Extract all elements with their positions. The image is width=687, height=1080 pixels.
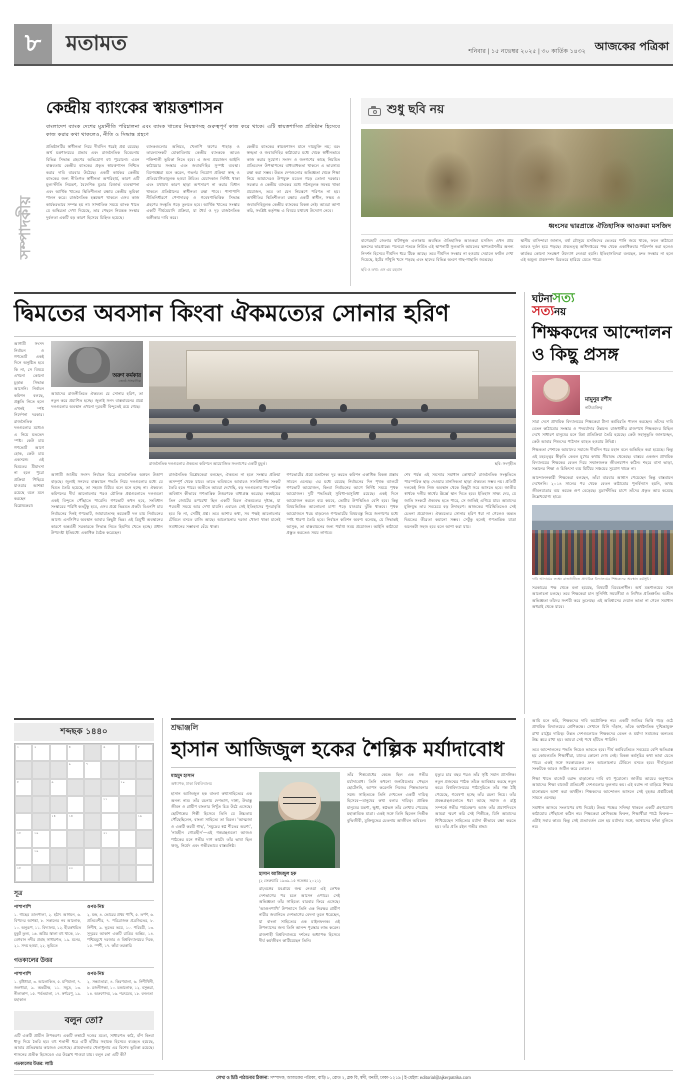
crossword-cell-number: ১৯ [34,848,39,853]
tribute-byline: মাহমুদ হাসান [171,773,195,779]
photo-feature-image [361,129,673,217]
crossword-cell-number: ১৮ [17,865,22,870]
main-zone [14,292,673,714]
footer-address: সম্পাদক, আজকের পত্রিকা, বাড়ি ৮, রোড ২, ব্লক বি, স্বদী, বনশ্রী, ঢাকা-১২১৯ | ই-মেইল: editorial@ajkerpatrika.com [270,1075,471,1080]
editorial-headline: কেন্দ্রীয় ব্যাংকের স্বায়ত্তশাসন [46,98,223,117]
tribute-byrole: অধ্যাপক, ঢাকা বিশ্ববিদ্যালয় [171,782,212,787]
editorial-columns [46,144,340,222]
opinion-rail-kicker [532,292,673,318]
crossword-cell[interactable] [15,848,32,865]
crossword-cell[interactable] [67,865,84,882]
crossword-cell[interactable] [84,813,101,830]
crossword-cell[interactable] [119,848,136,865]
kicker-plain-2: নয় [554,307,566,318]
crossword-cell[interactable] [136,744,153,761]
crossword-cell[interactable] [67,796,84,813]
crossword-cell[interactable] [136,761,153,778]
photo-feature [361,98,673,286]
crossword-cell[interactable] [84,744,101,761]
main-sidenote: আগামী সংসদ নির্বাচন ও গণভোট একই দিনে অনুষ্ঠিত হবে কি না, সে বিষয়ে এখনো কোনো চূড়ান্ত সিদ্ধান্ত আসেনি। নির্বাচন কমিশন বলছে, প্রস্তুতি নিতে হলে এখনই স্পষ্ট নির্দেশনা দরকার। রাজনৈতিক দলগুলোর মধ্যেও এ নিয়ে মতভেদ স্পষ্ট। কেউ চায় গণভোট আগে হোক, কেউ চায় একসঙ্গে। এই দ্বিমতের মীমাংসা না হলে পুরো প্রক্রিয়া পিছিয়ে যাওয়ার আশঙ্কা রয়েছে বলে মনে করছেন বিশ্লেষকেরা। [14,341,44,508]
crossword-cell[interactable] [119,796,136,813]
tribute-article [162,718,516,1060]
crossword-cell[interactable] [15,830,32,847]
crossword-cell[interactable] [67,744,84,761]
crossword-cell-number: ১৪ [51,814,56,818]
main-col-1: আগামী জাতীয় সংসদ নির্বাচন ঘিরে রাজনৈতিক অঙ্গনে উত্তাপ বাড়ছে। জুলাই সনদের বাস্তবায়ন পদ্ধতি নিয়ে দলগুলোর মধ্যে যে দ্বিমত তৈরি হয়েছে, তা সহজে মিটবে বলে মনে হচ্ছে না। ঐকমত্য কমিশনের দীর্ঘ আলোচনার পরও মৌলিক প্রশ্নগুলোতে দলগুলো একই বিন্দুতে পৌঁছাতে পারেনি। গণভোট কখন হবে, সংবিধান সংস্কারের পরিধি কতটুকু হবে, এসব প্রশ্নে ভিন্নমত প্রকট। বিএনপি চায় নির্বাচনের দিনই গণভোট, জামায়াতসহ কয়েকটি দল চায় নির্বাচনের আগে। এনসিপির অবস্থান আবার কিছুটা ভিন্ন। এই ত্রিমুখী অবস্থানের কারণে অন্তর্বর্তী সরকারকে সিদ্ধান্ত নিতে হিমশিম খেতে হচ্ছে। প্রধান উপদেষ্টা ইতিমধ্যে একাধিক বৈঠক করেছেন। [51,472,163,536]
vertical-section-tab [14,152,40,302]
kicker-accent-red: সত্য [532,304,555,319]
tribute-photo-caption-dates: (২ ফেব্রুয়ারি ১৯৩৯-১৫ নভেম্বর ২০২১) [259,877,321,883]
crossword-cell[interactable] [32,830,49,847]
crossword-prev-answer-heading: গতকালের উত্তর [14,955,154,968]
main-article-columns [14,341,516,537]
crossword-cell-number: ৯ [51,779,54,784]
crossword-down-clues: ২. মন্দ্র, ৪. ভোরের প্রথম পাখি, ৫. তর্পণ, ৬. প্রতিবেশীর, ৭. পরিব্রাজক প্রব্রজিতের, ৮. নিশীথ, ৯. ভূতের ভয়ে, ১০. পরিচয়ী, ১৩. সুদূরের আকাশ একটি রাত্রির অন্তিম, ১৪. পশ্চিমমুখে দরজার ও বিশ্ববিদ্যালয়ের দিকে, ১৫. স্পর্শী, ১৭. কাঁচা তরকারি [87,912,154,949]
crossword-across-label: পাশাপাশি [14,904,31,909]
crossword-cell[interactable] [15,813,32,830]
tribute-col-2: রাঢ়বঙ্গের যবগ্রামে জন্ম নেওয়া এই লেখক দেশভাগের পর চলে আসেন এপারে। সেই অভিজ্ঞতা তাঁর সাহিত্যে বারবার ফিরে এসেছে। 'আগুনপাখি' উপন্যাসে তিনি এক নিরক্ষর গ্রামীণ নারীর জবানিতে দেশভাগের বেদনা তুলে ধরেছেন, যা বাংলা সাহিত্যের এক মাইলফলক। এই উপন্যাসের জন্য তিনি আনন্দ পুরস্কার লাভ করেন। রাজশাহী বিশ্ববিদ্যালয়ে দর্শনের অধ্যাপক হিসেবে দীর্ঘ কর্মজীবন কাটিয়েছেন তিনি। [259,886,340,944]
main-author-name: অরুণ কর্মকার [112,372,141,379]
crossword-cell-number: ৮ [137,745,140,749]
crossword-cell[interactable] [101,779,118,796]
crossword-cell[interactable] [136,865,153,882]
main-author-blurb: আমাদের রাজনীতিতে ঐকমত্য যে সোনার হরিণ, তা নতুন করে প্রমাণিত হচ্ছে। জুলাই সনদ বাস্তবায়নের প্রশ্নে দলগুলোর অবস্থান এখনো দূরবর্তী বিন্দুতেই রয়ে গেছে। [51,391,143,409]
crossword-prev-across-label: পাশাপাশি [14,970,31,976]
crossword-cell[interactable] [101,796,118,813]
crossword-cell[interactable] [15,761,32,778]
kicker-plain-1: ঘটনা [532,294,553,305]
crossword-cell[interactable] [32,848,49,865]
crossword-cell[interactable] [119,779,136,796]
opinion-para-2: শিক্ষকতা পেশাকে আমাদের সমাজে দীর্ঘদিন ধরে মহান বলে অভিহিত করা হয়েছে। কিন্তু এই মহত্ত্বের স্বীকৃতি কেবল মুখের কথায় সীমাবদ্ধ থেকেছে। বাস্তবে একজন প্রাথমিক বিদ্যালয়ের শিক্ষকের বেতন দিয়ে সম্মানজনক জীবনযাপন কঠিন। শহরে বাসা ভাড়া, সন্তানের শিক্ষা ও চিকিৎসা ব্যয় মিটিয়ে সঞ্চয়ের সুযোগ থাকে না। [532,447,673,472]
editorial-article [46,98,340,286]
crossword-cell[interactable] [32,761,49,778]
tribute-photo [259,772,340,868]
crossword-cell-number: ৯ [68,762,71,767]
masthead-meta [468,24,673,64]
main-article-text-columns [51,472,516,537]
crossword-cell[interactable] [32,865,49,882]
crossword-grid[interactable] [14,743,154,883]
crossword-cell[interactable] [50,865,67,882]
crossword-prev-down-label: ওপর-নিচ [87,970,105,976]
opinion-rail-continued [524,718,673,1060]
crossword-cell[interactable] [67,813,84,830]
footer-label: লেখা ও চিঠি পাঠানোর ঠিকানা: [216,1075,269,1080]
crossword-cell[interactable] [67,830,84,847]
crossword-prev-down: ২. সন্ধ্যাতারা, ৪. কিরণমালা, ৬. নিশীথিনী, ৮. রজনীগন্ধা, ১০. চন্দ্রালোক, ১২. বসুন্ধরা, ১৪. অরুণোদয়, ১৬. শরৎমেঘ, ১৮. বনলতা [87,978,154,996]
opinion-author-photo [532,375,580,415]
crossword-cell[interactable] [50,779,67,796]
kicker-accent-green: সত্য [552,291,575,306]
page-footer [14,1070,673,1080]
tribute-col-3: তাঁর শিল্পবোধের কেন্দ্রে ছিল এক গভীর মর্যাদাবোধ। তিনি কখনো জনপ্রিয়তার পেছনে ছোটেননি, আপস করেননি নিজের শিল্পভাবনার সঙ্গে। সাহিত্যকে তিনি দেখতেন একটি দায়িত্ব হিসেবে—মানুষের কথা বলার দায়িত্ব। প্রান্তিক মানুষের যন্ত্রণা, ক্ষুধা, স্বপ্নভঙ্গ তাঁর লেখায় পেয়েছে মহাকাব্যিক মাত্রা। একই সঙ্গে তিনি ছিলেন নির্ভীক বুদ্ধিজীবী, মুক্তিযুদ্ধের চেতনায় আজীবন অবিচল। [347,772,428,823]
crossword-cell[interactable] [67,848,84,865]
masthead [14,24,673,66]
main-col-2: রাজনৈতিক বিশ্লেষকেরা বলছেন, ঐকমত্য না হলে সংস্কার প্রক্রিয়া অসম্পূর্ণ থেকে যাবে। তাতে ভবিষ্যতে আবারও সাংবিধানিক সংকট তৈরি হতে পারে। অতীতে আমরা দেখেছি, বড় দলগুলোর পারস্পরিক অবিশ্বাস কীভাবে গণতান্ত্রিক উত্তরণকে বাধাগ্রস্ত করেছে। নব্বইয়ের তিন জোটের রূপরেখা ছিল একটি বিরল ঐকমত্যের দৃষ্টান্ত, যা পরবর্তী সময়ে আর দেখা যায়নি। এবারও সেই ইতিহাসের পুনরাবৃত্তি হবে কি না, সেটিই প্রশ্ন। তবে আশার কথা, সব পক্ষই আলোচনার টেবিলে বসতে রাজি আছে। আলোচনার দরজা খোলা থাকা মানেই সমাধানের সম্ভাবনা বেঁচে থাকা। [168,472,281,529]
opinion-para-1: সারা দেশে প্রাথমিক বিদ্যালয়ের শিক্ষকেরা টানা কর্মবিরতি পালন করছেন। তাঁদের দাবি বেতন কাঠামোর সংস্কার ও পদমর্যাদার উন্নয়ন। রাজধানীর রাজপথে শিক্ষকদের মিছিল দেখে সাধারণ মানুষের মনে মিশ্র প্রতিক্রিয়া তৈরি হয়েছে। কেউ সহানুভূতি জানাচ্ছেন, কেউ আবার শিশুদের পাঠদান ব্যাহত হওয়ায় উদ্বিগ্ন। [532,419,673,444]
riddle-answer-label: গতকালের উত্তর: [14,1061,44,1067]
crossword-title: শব্দছক ১৪৪০ [14,723,154,741]
crossword-across-clues: ১. গাছের ডালপালা, ২. হঠাৎ আগমন, ৬. বিপদের আশঙ্কা, ৮. সকালের নব আলোক, ১০. অনুরূপ, ১১. বিদ্যালয়, ১২. হীরকখচিত মুকুট তুল্য, ১৬. অগ্নির জ্বালা বহু থাকে, ১৮. বেগবান নদীর প্রবাহ সাধারণত, ১৯. মনের, ২১. সদয় হওয়া, ২২. ভূমিতে [14,912,81,949]
paper-logo: আজকের পত্রিকা [594,40,669,53]
crossword-cell[interactable] [101,830,118,847]
main-sidenote-column [14,341,44,537]
crossword-cell[interactable] [15,796,32,813]
riddle-title: বলুন তো? [14,1011,154,1030]
tribute-col-4: মৃত্যুর চার বছর পরও তাঁর সৃষ্টি সমান প্রাসঙ্গিক। নতুন প্রজন্মের পাঠক তাঁকে আবিষ্কার করছে নতুন করে। বিশ্ববিদ্যালয়ের পাঠ্যসূচিতে তাঁর গল্প ঠাঁই পেয়েছে, গবেষণা হচ্ছে তাঁর রচনা নিয়ে। তাঁর প্রবন্ধগ্রন্থগুলোতে ধরা আছে সমাজ ও রাষ্ট্র সম্পর্কে গভীর পর্যবেক্ষণ। আজ তাঁর প্রয়াণদিবসে আমরা স্মরণ করি সেই শিল্পীকে, যিনি আমাদের শিখিয়েছেন সাহিত্যের মর্যাদা কীভাবে রক্ষা করতে হয়। তাঁর প্রতি রইল গভীর শ্রদ্ধা। [435,772,516,830]
photo-feature-header [361,98,673,124]
opinion-para-3: আন্দোলনকারী শিক্ষকেরা বলছেন, তাঁরা বারবার আশ্বাস পেয়েছেন কিন্তু বাস্তবায়ন দেখেননি। ২০১৪ সালের পর থেকে বেতন কাঠামোর পুনর্বিন্যাস হয়নি, অথচ জীবনযাত্রার ব্যয় কয়েক গুণ বেড়েছে। মুদ্রাস্ফীতির চাপে তাঁদের প্রকৃত আয় কমেছে উল্লেখযোগ্য হারে। [532,474,673,500]
publication-date: শনিবার | ১৫ নভেম্বর ২০২৫ | ৩০ কার্তিক ১৪৩২ [468,49,586,55]
editorial-col-2: ব্যাংকগুলোর অনিয়ম, খেলাপি ঋণের পাহাড় ও তারল্যসংকট মোকাবিলায় কেন্দ্রীয় ব্যাংককে আরও শক্তিশালী ভূমিকা নিতে হবে। এ জন্য প্রয়োজন আইনি কাঠামোর সংস্কার এবং জবাবদিহির সুস্পষ্ট ব্যবস্থা। বিশেষজ্ঞরা মনে করেন, গভর্নর নিয়োগ প্রক্রিয়া স্বচ্ছ ও প্রতিযোগিতামূলক হওয়া উচিত। মেয়াদকাল নির্দিষ্ট থাকা এবং যথাযথ কারণ ছাড়া অপসারণ না করার বিধান থাকলে প্রতিষ্ঠানের স্বাধীনতা রক্ষা পাবে। পাশাপাশি নীতিনির্ধারণে পেশাদারত্ব ও গবেষণাভিত্তিক সিদ্ধান্ত গ্রহণের সংস্কৃতি গড়ে তুলতে হবে। আর্থিক খাতের সংস্কার একটি দীর্ঘমেয়াদি প্রক্রিয়া, যা ধৈর্য ও দৃঢ় রাজনৈতিক অঙ্গীকার দাবি করে। [146,143,240,220]
crossword-cell-number: ৪ [68,745,71,749]
main-article [14,292,516,714]
crossword-cell[interactable] [119,830,136,847]
crossword-cell[interactable] [136,779,153,796]
opinion-para-5: আমি মনে করি, শিক্ষকদের দাবি অযৌক্তিক নয়। একটি জাতির ভিত্তি গড়ে ওঠে প্রাথমিক বিদ্যালয়ের শ্রেণিকক্ষে। সেখানে যিনি দাঁড়ান, তাঁকে অর্থনৈতিক দুশ্চিন্তামুক্ত রাখা রাষ্ট্রের দায়িত্ব। উন্নত দেশগুলোতে শিক্ষকদের বেতন ও মর্যাদা সমাজের অন্যতম উচ্চ স্তরে রাখা হয়। আমরা সেই পথে হাঁটতে পারিনি। [532,718,673,743]
riddle-text: এটি একটি প্রাচীন উপকরণ। একটি লম্বাটে দণ্ডের মতো, সাধারণত কাঠ, বাঁশ কিংবা ধাতু দিয়ে তৈরি হয়। বহু শতাব্দী ধরে এটি হাঁটার সহায়ক হিসেবে ব্যবহৃত হয়েছে, আবার প্রতিরক্ষার কাজেও লেগেছে। গ্রামবাংলার খেলাধুলায় এর বিশেষ ভূমিকা রয়েছে। শাসনের প্রতীক হিসেবেও এর উল্লেখ পাওয়া যায়। বলুন তো এটি কী? [14,1032,154,1057]
tribute-headline: হাসান আজিজুল হকের শৈল্পিক মর্যাদাবোধ [171,737,505,761]
crossword-cell[interactable] [101,744,118,761]
opinion-author-role: নাট্যব্যক্তিত্ব [585,406,603,411]
main-article-figure [149,341,516,459]
main-author-role: জ্যেষ্ঠ সাংবাদিক [118,378,141,383]
top-zone [46,98,673,286]
crossword-cell[interactable] [15,744,32,761]
vertical-section-label: সম্পাদকীয় [16,195,35,259]
main-col-3: গণভোটের প্রশ্নে মতানৈক্য দূর করতে কমিশন একাধিক বিকল্প প্রস্তাব সামনে এনেছে। এর মধ্যে রয়েছে নির্বাচনের দিন পৃথক ব্যালটে গণভোট আয়োজন, কিংবা নির্বাচনের আগে নির্দিষ্ট সময়ে পৃথক আয়োজন। দুটি পদ্ধতিরই সুবিধা-অসুবিধা রয়েছে। একই দিনে আয়োজন করলে ব্যয় কমবে, ভোটার উপস্থিতিও বেশি হবে। কিন্তু বিষয়ভিত্তিক আলোচনা চাপা পড়ে যাওয়ার ঝুঁকি থাকবে। পৃথক আয়োজনে খরচ বাড়লেও গণভোটের বিষয়বস্তু নিয়ে জনগণের মধ্যে স্পষ্ট ধারণা তৈরি হবে। নির্বাচন কমিশন অবশ্য বলেছে, যে সিদ্ধান্তই আসুক, তা বাস্তবায়নের জন্য পর্যাপ্ত সময় প্রয়োজন। আইনি কাঠামো প্রস্তুত করতেও সময় লাগবে। [286,472,399,536]
crossword-cell-number: ৮ [17,779,20,784]
crossword-prev-answer-columns [14,970,154,1004]
crossword-cell[interactable] [84,830,101,847]
photo-feature-columns [361,238,673,264]
tribute-kicker: শ্রদ্ধাঞ্জলি [171,723,199,732]
crossword-cell[interactable] [101,813,118,830]
section-title: মতামত [66,30,127,55]
crossword-cell-number: ৬ [103,745,106,749]
main-col-4: শেষ পর্যন্ত এই সমস্যার সমাধান কোথায়? রাজনৈতিক সংস্কৃতিতে পারস্পরিক ছাড় দেওয়ার মানসিকতা ছাড়া ঐকমত্য সম্ভব নয়। প্রতিটি দলকেই নিজ নিজ অবস্থান থেকে কিছুটা সরে আসতে হবে। জাতীয় স্বার্থকে দলীয় স্বার্থের ঊর্ধ্বে স্থান দিতে হবে। ইতিহাস সাক্ষ্য দেয়, যে জাতি সংকটে ঐক্যবদ্ধ হতে পারে, সে জাতিই এগিয়ে যায়। আমাদের মুক্তিযুদ্ধ তার সবচেয়ে বড় উদাহরণ। আজকের পরিস্থিতিতেও সেই চেতনা প্রয়োজন। ঐকমত্যের সোনার হরিণ ধরা না গেলেও অন্তত দ্বিমতের তীব্রতা কমানো সম্ভব। সেটুকু হলেই গণতান্ত্রিক যাত্রা অনেকটা সহজ হবে বলে আশা করা যায়। [404,472,516,529]
crossword-cell-number: ১১ [103,796,108,801]
crossword-cell[interactable] [32,796,49,813]
tribute-figure [259,772,340,944]
main-article-body [51,341,516,537]
crossword-prev-across: ১. বৃষ্টিধারা, ৩. আলোকিত, ৫. মণিমালা, ৭. জলধারা, ৯. অন্তরীক্ষ, ১১. সমুদ্র, ১৩. নীলাকাশ, ১৫. পর্বতমালা, ১৭. স্বর্ণরেণু, ১৯. মহাকাল [14,978,81,1003]
crossword-puzzle [14,718,154,1067]
camera-icon [368,106,381,116]
crossword-cell[interactable] [84,796,101,813]
crossword-cell[interactable] [32,779,49,796]
crossword-cell[interactable] [101,848,118,865]
crossword-cell[interactable] [67,761,84,778]
bottom-zone [14,718,673,1067]
crossword-cell[interactable] [32,813,49,830]
tribute-photo-caption [259,871,340,883]
crossword-cell[interactable] [15,865,32,882]
opinion-rail [524,292,673,714]
crossword-cell[interactable] [119,761,136,778]
crossword-clue-heading: সূত্র [14,888,154,901]
crossword-cell-number: ৭ [86,762,89,767]
photo-feature-caption: ধ্বংসের দ্বারপ্রান্তে ঐতিহাসিক আওকরা মসজিদ [548,222,671,230]
tribute-col-1: হাসান আজিজুল হক বাংলা কথাসাহিত্যের এক অনন্য নাম। তাঁর রচনায় দেশভাগ, দাঙ্গা, উদ্বাস্তু জীবন ও গ্রামীণ বাংলার নিখুঁত চিত্র উঠে এসেছে। ছোটগল্পের শিল্পী হিসেবে তিনি যে উচ্চতায় পৌঁছেছিলেন, বাংলা সাহিত্যে তা বিরল। 'আত্মজা ও একটি করবী গাছ', 'সমুদ্রের স্বপ্ন শীতের অরণ্য', 'নামহীন গোত্রহীন'—এই গল্পগ্রন্থগুলো আজও পাঠকের মনে গভীর দাগ কাটে। তাঁর ভাষা ছিল ঋজু, নির্মেদ এবং গভীরভাবে বাস্তবনিষ্ঠ। [171,791,252,849]
crossword-cell-number: ২২ [68,865,73,870]
crossword-cell[interactable] [50,796,67,813]
crossword-cell-number: ২ [34,745,37,749]
main-figure-caption-row [149,459,516,468]
crossword-cell[interactable] [136,813,153,830]
page-number: ৮ [14,24,52,64]
crossword-down-label: ওপর-নিচ [87,904,105,909]
opinion-photo-caption: দাবি আদায়ের লক্ষ্যে রাজধানীতে প্রাথমিক বিদ্যালয়ের শিক্ষকদের অবস্থান কর্মসূচি। [532,576,651,581]
crossword-cell-number: ২১ [103,831,108,836]
crossword-cell[interactable] [15,779,32,796]
riddle-answer-row [14,1061,154,1068]
crossword-cell[interactable] [84,761,101,778]
footer-text [14,1075,673,1080]
crossword-cell[interactable] [50,761,67,778]
crossword-cell[interactable] [32,744,49,761]
opinion-para-6: তবে আন্দোলনের পদ্ধতি নিয়েও ভাবতে হবে। দীর্ঘ কর্মবিরতিতে সবচেয়ে বেশি ক্ষতিগ্রস্ত হয় কোমলমতি শিক্ষার্থীরা, যাদের কোনো দোষ নেই। বিকল্প কর্মসূচির কথা ভাবা যেতে পারে। একই সঙ্গে সরকারকেও দ্রুত আলোচনার টেবিলে বসতে হবে। দীর্ঘসূত্রতা সংকটকে আরও জটিল করে তোলে। [532,746,673,772]
main-author-photo [51,341,143,387]
main-figure-caption: রাজনৈতিক দলগুলোর ঐকমত্য কমিশনে আয়োজিত সংলাপের একটি মুহূর্ত। [149,461,267,467]
crossword-cell[interactable] [119,813,136,830]
crossword-cell[interactable] [50,830,67,847]
opinion-headline: শিক্ষকদের আন্দোলন ও কিছু প্রসঙ্গ [532,323,672,366]
crossword-cell-number: ১৮ [17,831,22,836]
crossword-cell[interactable] [136,830,153,847]
editorial-col-1: প্রতিষ্ঠানটির স্বাধীনতা নিয়ে দীর্ঘদিন ধরেই প্রশ্ন রয়েছে। অর্থ মন্ত্রণালয়ের প্রভাব এবং রাজনৈতিক বিবেচনায় বিভিন্ন সিদ্ধান্ত গ্রহণের অভিযোগ বহু পুরোনো। এমন বাস্তবতায় কেন্দ্রীয় ব্যাংকের প্রকৃত স্বায়ত্তশাসন নিশ্চিত করার দাবি বারবার উঠেছে। একটি কার্যকর কেন্দ্রীয় ব্যাংকের জন্য নীতিগত স্বাধীনতা অপরিহার্য, কারণ এটি মূল্যস্ফীতি নিয়ন্ত্রণ, বৈদেশিক মুদ্রার রিজার্ভ ব্যবস্থাপনা এবং আর্থিক খাতের স্থিতিশীলতা রক্ষায় কেন্দ্রীয় ভূমিকা পালন করে। রাজনৈতিক হস্তক্ষেপ থাকলে এসব কাজ কার্যকরভাবে সম্পন্ন হয় না। সাম্প্রতিক সময়ে ব্যাংক খাতে যে অস্থিরতা দেখা দিয়েছে, তার পেছনে নিয়ন্ত্রক সংস্থার দুর্বলতা একটি বড় কারণ হিসেবে চিহ্নিত হয়েছে। [46,143,140,220]
crossword-cell-number: ১৯ [34,831,39,836]
opinion-para-8: সমাধান আসবে সংলাপের মধ্য দিয়েই। উভয় পক্ষের সদিচ্ছা থাকলে একটি গ্রহণযোগ্য কাঠামোয় পৌঁছানো কঠিন নয়। শিক্ষকেরা শ্রেণিকক্ষে ফিরুন, শিক্ষার্থীরা পাঠে ফিরুক—এটাই সবার কাম্য। কিন্তু সেই প্রত্যাবর্তন যেন হয় মর্যাদার সঙ্গে, আশ্বাসের ফাঁকা বুলিতে নয়। [532,804,673,830]
crossword-cell[interactable] [136,848,153,865]
crossword-cell[interactable] [119,744,136,761]
opinion-author-name: মামুনুর রশীদ [585,397,612,404]
crossword-cell[interactable] [50,813,67,830]
crossword-cell[interactable] [50,744,67,761]
crossword-cell[interactable] [50,848,67,865]
photo-feature-col-1: বাগেরহাট জেলার ষাটগম্বুজ এলাকায় অবস্থিত ঐতিহাসিক আওকরা মসজিদ এখন প্রায় ধ্বংসের দ্বারপ্রান্তে। পনেরো শতকে নির্মিত এই স্থাপনাটি সুলতানি আমলের স্থাপত্যশৈলীর অনন্য নিদর্শন হিসেবে দীর্ঘদিন ধরে টিকে আছে। তবে দীর্ঘদিন সংস্কার না হওয়ায় দেয়ালে ফাটল দেখা দিয়েছে, ইটের গাঁথুনি খসে পড়ছে এবং ছাদের বিভিন্ন অংশে গাছ-গাছালি জন্মেছে। [361,238,514,263]
main-headline: দ্বিমতের অবসান কিংবা ঐকমত্যের সোনার হরিণ [14,301,450,327]
crossword-cell[interactable] [84,848,101,865]
crossword-clue-columns [14,903,154,950]
tribute-columns [171,772,516,944]
crossword-cell-number: ১ [17,745,20,749]
crossword-cell[interactable] [119,865,136,882]
main-author-card [51,341,143,387]
crossword-cell-number: ১০ [120,779,125,784]
crossword-cell[interactable] [101,865,118,882]
editorial-lead: বাংলাদেশ ব্যাংক দেশের মুদ্রানীতি পরিচালনা এবং ব্যাংক খাতের নিয়ন্ত্রণসহ গুরুত্বপূর্ণ কাজ করে থাকে। এটি স্বায়ত্তশাসিত প্রতিষ্ঠান হিসেবে কাজ করার কথা থাকলেও, নীতি ও সিদ্ধান্ত গ্রহণে [46,123,341,138]
opinion-photo [532,505,673,575]
crossword-cell[interactable] [101,761,118,778]
crossword-cell-number: ১৪ [68,814,73,818]
main-figure-credit: ছবি: সংগৃহীত [494,461,516,467]
editorial-col-3: কেন্দ্রীয় ব্যাংকের স্বায়ত্তশাসন মানে দায়মুক্তি নয়; বরং স্বচ্ছতা ও জবাবদিহির কাঠামোর মধ্যে থেকে স্বাধীনভাবে কাজ করার সুযোগ। সংসদ ও জনগণের কাছে নিয়মিত প্রতিবেদন উপস্থাপনের বাধ্যবাধকতা থাকলে এ ভারসাম্য রক্ষা করা সম্ভব। উন্নত দেশগুলোর অভিজ্ঞতা থেকে শিক্ষা নিয়ে আমাদেরও উপযুক্ত মডেল গড়ে তোলা দরকার। সরকার ও কেন্দ্রীয় ব্যাংকের মধ্যে গঠনমূলক সমন্বয় থাকা প্রয়োজন, তবে তা যেন নিয়ন্ত্রণে পরিণত না হয়। অর্থনীতির স্থিতিশীলতা রক্ষায় একটি স্বাধীন, সক্ষম ও জবাবদিহিমূলক কেন্দ্রীয় ব্যাংকের বিকল্প নেই। আমরা আশা করি, সংশ্লিষ্ট কর্তৃপক্ষ এ বিষয়ে যথাযথ উদ্যোগ নেবে। [246,143,341,214]
opinion-para-7: শিক্ষা খাতে বাজেট বরাদ্দ বাড়ানোর দাবি বহু পুরোনো। জাতীয় আয়ের অনুপাতে আমাদের শিক্ষা বাজেট প্রতিবেশী দেশগুলোর তুলনায় কম। এই বরাদ্দ না বাড়িয়ে শিক্ষার মানোন্নয়ন আশা করা অর্থহীন। শিক্ষকদের আন্দোলন আসলে সেই বৃহত্তর প্রশ্নটিকেই সামনে এনেছে। [532,775,673,801]
photo-feature-col-2: স্থানীয় বাসিন্দারা জানান, বর্ষা মৌসুমে মসজিদের ভেতরে পানি জমে থাকে, ফলে কাঠামো আরও দুর্বল হয়ে পড়ছে। প্রত্নতত্ত্ব অধিদপ্তরের পক্ষ থেকে একাধিকবার পরিদর্শন করা হলেও কার্যকর কোনো সংরক্ষণ উদ্যোগ নেওয়া হয়নি। ইতিহাসবিদরা বলছেন, দ্রুত সংস্কার না হলে এই অমূল্য প্রত্নসম্পদ চিরতরে হারিয়ে যেতে পারে। [520,238,673,263]
photo-feature-credit: ছবি ও তথ্য: এস এম রহমান [361,267,402,272]
crossword-cell[interactable] [136,796,153,813]
crossword-cell[interactable] [84,865,101,882]
opinion-author-card [532,375,673,415]
crossword-cell[interactable] [84,779,101,796]
photo-feature-title: শুধু ছবি নয় [387,102,445,116]
newspaper-page [0,24,687,1080]
crossword-cell-number: ১৬ [137,814,142,818]
tribute-photo-caption-name: হাসান আজিজুল হক [259,871,297,877]
vertical-divider [350,98,351,286]
crossword-cell[interactable] [67,779,84,796]
opinion-para-4: সরকারের পক্ষ থেকে বলা হয়েছে, বিষয়টি বিবেচনাধীন। অর্থ মন্ত্রণালয়ের সঙ্গে আলোচনা চলছে। তবে শিক্ষকেরা চান সুনির্দিষ্ট সময়সীমা ও লিখিত প্রতিশ্রুতি। অতীত অভিজ্ঞতা তাঁদের সংশয়ী করে তুলেছে। এই অবিশ্বাসের দেয়াল ভাঙা না গেলে সমাধান অধরাই থেকে যাবে। [532,584,673,610]
riddle-answer: লাঠি [44,1061,54,1067]
